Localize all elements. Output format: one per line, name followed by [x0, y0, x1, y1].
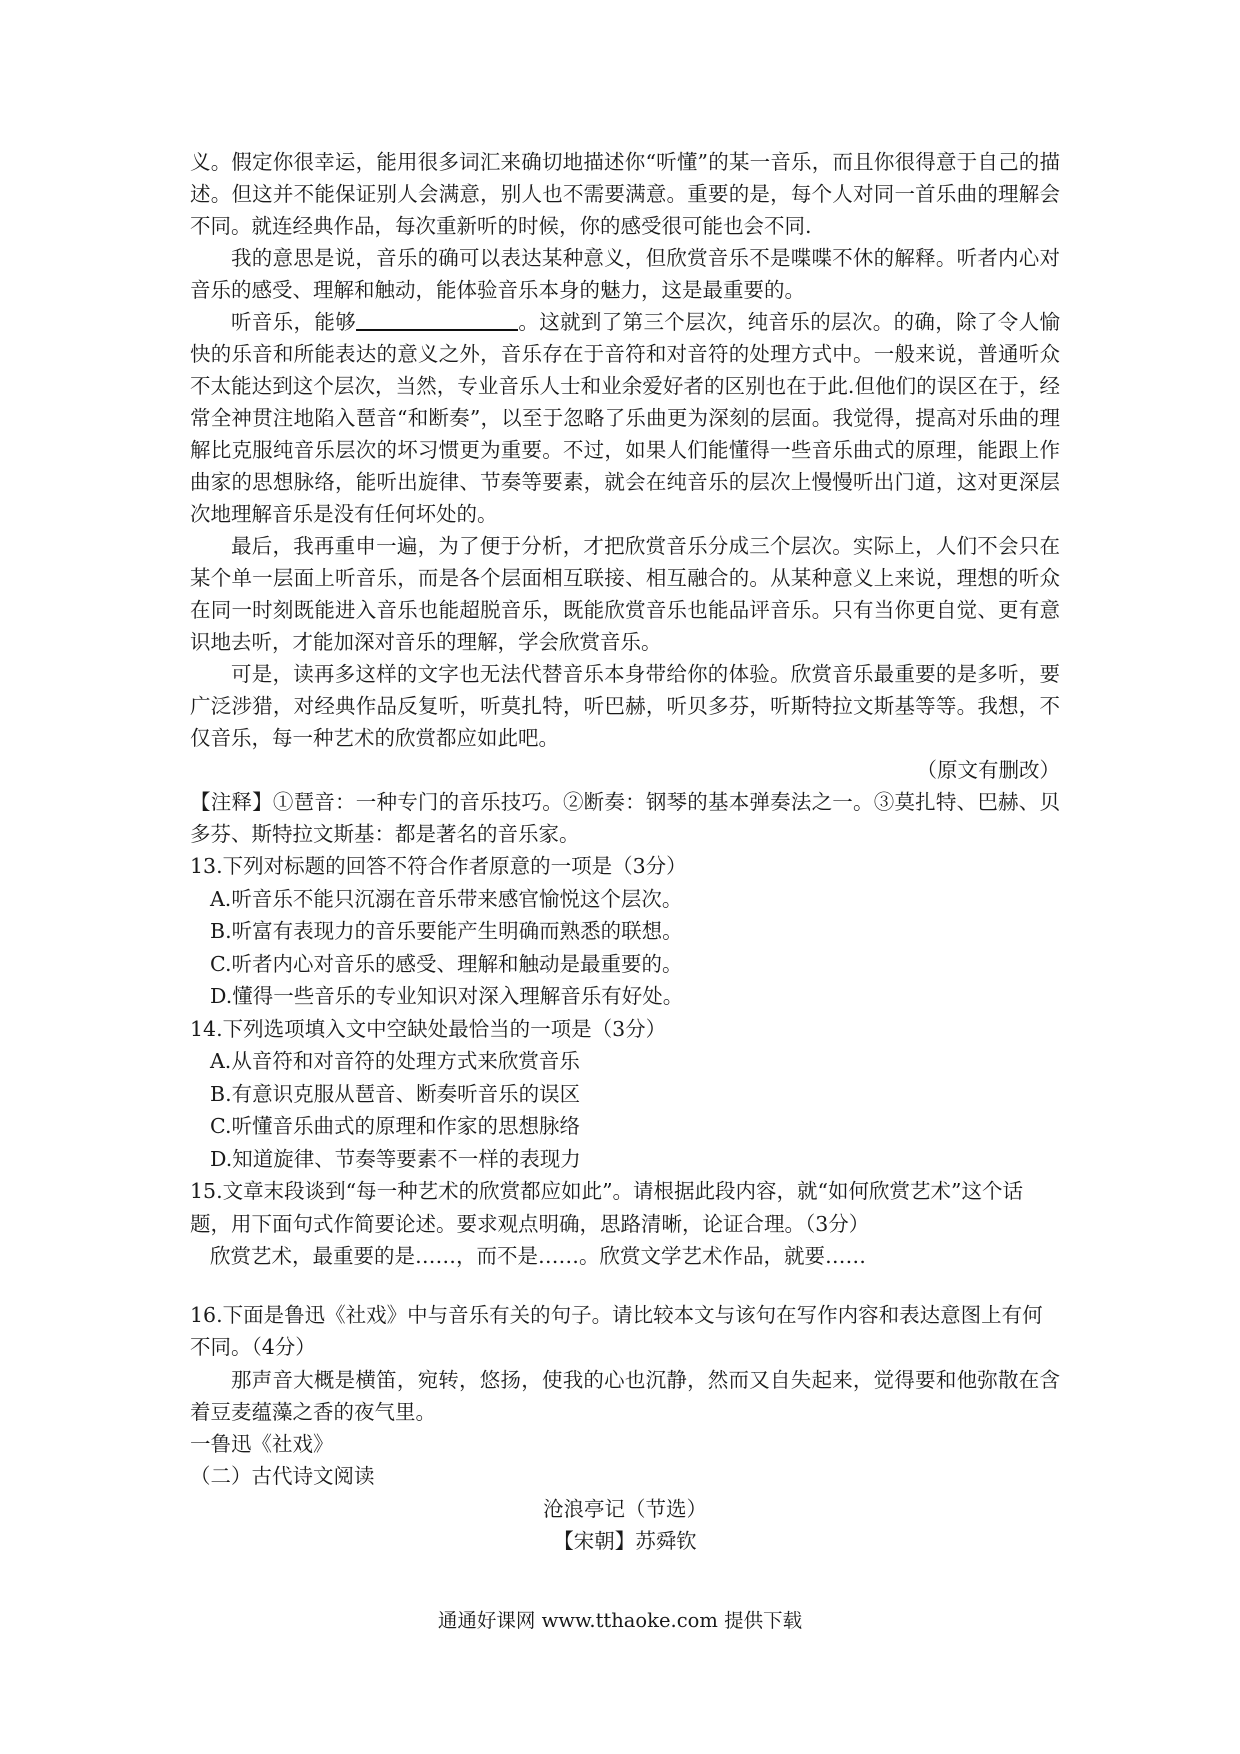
section-heading: （二）古代诗文阅读 — [190, 1464, 375, 1488]
question-14-option-c: C.听懂音乐曲式的原理和作家的思想脉络 — [210, 1114, 580, 1138]
question-14-option-b: B.有意识克服从琶音、断奏听音乐的误区 — [210, 1081, 581, 1106]
passage-paragraph-2: 我的意思是说，音乐的确可以表达某种意义，但欣赏音乐不是喋喋不休的解释。听者内心对音乐的感受、理解和触动，能体验音乐本身的魅力，这是最重要的。 — [190, 246, 1060, 302]
question-15-stem: 15.文章末段谈到“每一种艺术的欣赏都应如此”。请根据此段内容，就“如何欣赏艺术”这个话题，用下面句式作简要论述。要求观点明确，思路清晰，论证合理。（3分） — [190, 1179, 1024, 1236]
fill-in-blank — [356, 309, 518, 331]
question-14-stem: 14.下列选项填入文中空缺处最恰当的一项是（3分） — [190, 1016, 667, 1041]
poem-author: 【宋朝】苏舜钦 — [553, 1528, 697, 1553]
page-footer: 通通好课网 www.tthaoke.com 提供下载 — [437, 1609, 803, 1632]
passage-paragraph-3 — [190, 306, 1060, 530]
question-14-option-d: D.知道旋律、节奏等要素不一样的表现力 — [210, 1146, 581, 1171]
paragraph-3-body: 。这就到了第三个层次，纯音乐的层次。的确，除了令人愉快的乐音和所能表达的意义之外，音乐存在于音符和对音符的处理方式中。一般来说，普通听众不太能达到这个层次，当然，专业音乐人士和业余爱好者的区别也在于此.但他们的误区在于，经常全神贯注地陷入琶音“和断奏”，以至于忽略了乐曲更为深刻的层面。我觉得，提高对乐曲的理解比克服纯音乐层次的坏习惯更为重要。不过，如果人们能懂得一些音乐曲式的原理，能跟上作曲家的思想脉络，能听出旋律、节奏等要素，就会在纯音乐的层次上慢慢听出门道，这对更深层次地理解音乐是没有任何坏处的。 — [190, 310, 1060, 526]
question-16-stem: 16.下面是鲁迅《社戏》中与音乐有关的句子。请比较本文与该句在写作内容和表达意图上有何不同。（4分） — [190, 1302, 1043, 1359]
paragraph-3-lead: 听音乐，能够 — [231, 310, 357, 334]
question-16-attribution: 一鲁迅《社戏》 — [190, 1431, 334, 1456]
question-13-option-d: D.懂得一些音乐的专业知识对深入理解音乐有好处。 — [210, 984, 684, 1008]
question-13-option-b: B.听富有表现力的音乐要能产生明确而熟悉的联想。 — [210, 919, 683, 943]
question-14-option-a: A.从音符和对音符的处理方式来欣赏音乐 — [210, 1049, 580, 1073]
annotation: 【注释】①琶音：一种专门的音乐技巧。②断奏：钢琴的基本弹奏法之一。③莫扎特、巴赫、贝多芬、斯特拉文斯基：都是著名的音乐家。 — [190, 790, 1060, 846]
document-page — [190, 146, 1060, 1557]
passage-paragraph-5: 可是，读再多这样的文字也无法代替音乐本身带给你的体验。欣赏音乐最重要的是多听，要广泛涉猎，对经典作品反复听，听莫扎特，听巴赫，听贝多芬，听斯特拉文斯基等等。我想，不仅音乐，每一种艺术的欣赏都应如此吧。 — [190, 662, 1060, 750]
source-note: （原文有删改） — [916, 758, 1060, 782]
question-15-template: 欣赏艺术，最重要的是……，而不是……。欣赏文学艺术作品，就要…… — [210, 1244, 866, 1268]
question-13-option-c: C.听者内心对音乐的感受、理解和触动是最重要的。 — [210, 951, 683, 976]
spacer — [190, 1273, 1060, 1299]
poem-title: 沧浪亭记（节选） — [543, 1496, 707, 1521]
question-13-option-a: A.听音乐不能只沉溺在音乐带来感官愉悦这个层次。 — [210, 886, 683, 911]
passage-paragraph-4: 最后，我再重申一遍，为了便于分析，才把欣赏音乐分成三个层次。实际上，人们不会只在某个单一层面上听音乐，而是各个层面相互联接、相互融合的。从某种意义上来说，理想的听众在同一时刻既能进入音乐也能超脱音乐，既能欣赏音乐也能品评音乐。只有当你更自觉、更有意识地去听，才能加深对音乐的理解，学会欣赏音乐。 — [190, 534, 1060, 654]
question-16-quote: 那声音大概是横笛，宛转，悠扬，使我的心也沉静，然而又自失起来，觉得要和他弥散在含着豆麦蕴藻之香的夜气里。 — [190, 1367, 1060, 1424]
question-13-stem: 13.下列对标题的回答不符合作者原意的一项是（3分） — [190, 854, 687, 878]
passage-paragraph-1: 义。假定你很幸运，能用很多词汇来确切地描述你“听懂”的某一音乐，而且你很得意于自己的描述。但这并不能保证别人会满意，别人也不需要满意。重要的是，每个人对同一首乐曲的理解会不同。就连经典作品，每次重新听的时候，你的感受很可能也会不同. — [190, 150, 1060, 238]
